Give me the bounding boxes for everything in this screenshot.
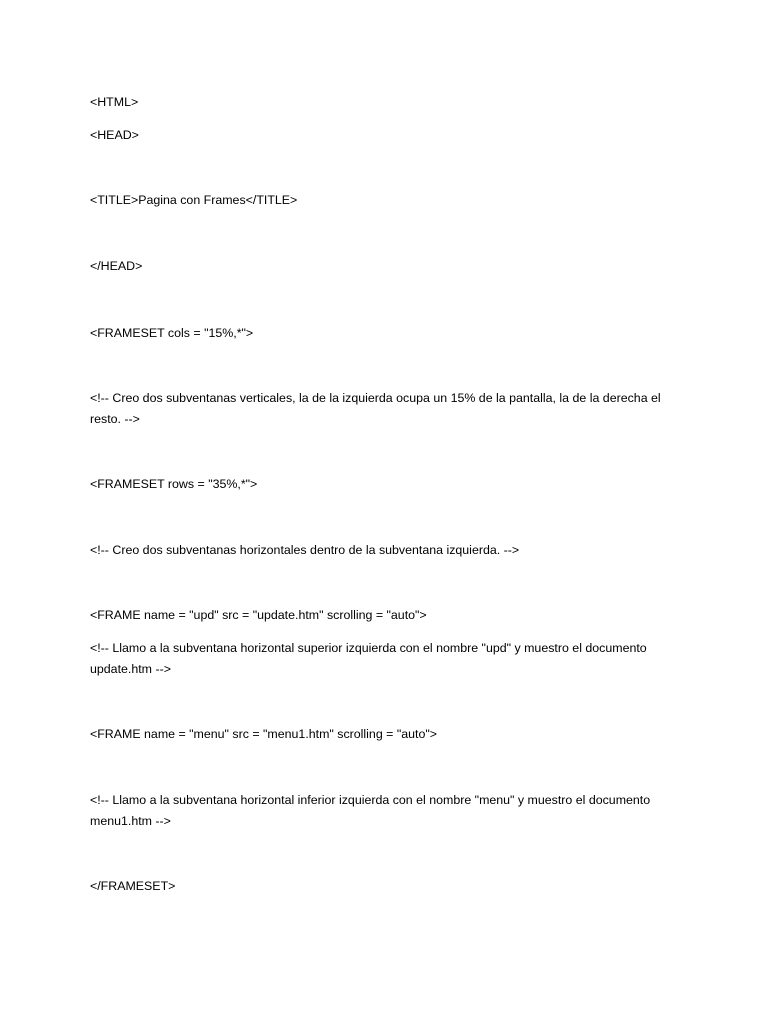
code-line-html-open: <HTML> xyxy=(90,95,139,109)
code-line-frameset-cols: <FRAMESET cols = "15%,*"> xyxy=(90,326,254,340)
code-line-head-close: </HEAD> xyxy=(90,259,143,273)
comment-line-horizontal-subwindows: <!-- Creo dos subventanas horizontales dentro de la subventana izquierda. --> xyxy=(90,543,520,557)
code-line-title: <TITLE>Pagina con Frames</TITLE> xyxy=(90,193,298,207)
comment-line-vertical-subwindows: <!-- Creo dos subventanas verticales, la de la izquierda ocupa un 15% de la pantalla, la de la derecha el resto. --> xyxy=(90,391,661,426)
comment-line-frame-menu: <!-- Llamo a la subventana horizontal inferior izquierda con el nombre "menu" y muestro el documento menu1.htm --> xyxy=(90,793,651,828)
code-line-head-open: <HEAD> xyxy=(90,128,139,142)
code-line-frame-menu: <FRAME name = "menu" src = "menu1.htm" scrolling = "auto"> xyxy=(90,727,437,741)
code-line-frameset-rows: <FRAMESET rows = "35%,*"> xyxy=(90,477,258,491)
comment-line-frame-upd: <!-- Llamo a la subventana horizontal superior izquierda con el nombre "upd" y muestro el documento update.htm --> xyxy=(90,641,647,676)
code-line-frame-upd: <FRAME name = "upd" src = "update.htm" scrolling = "auto"> xyxy=(90,608,427,622)
code-line-frameset-close: </FRAMESET> xyxy=(90,879,176,893)
